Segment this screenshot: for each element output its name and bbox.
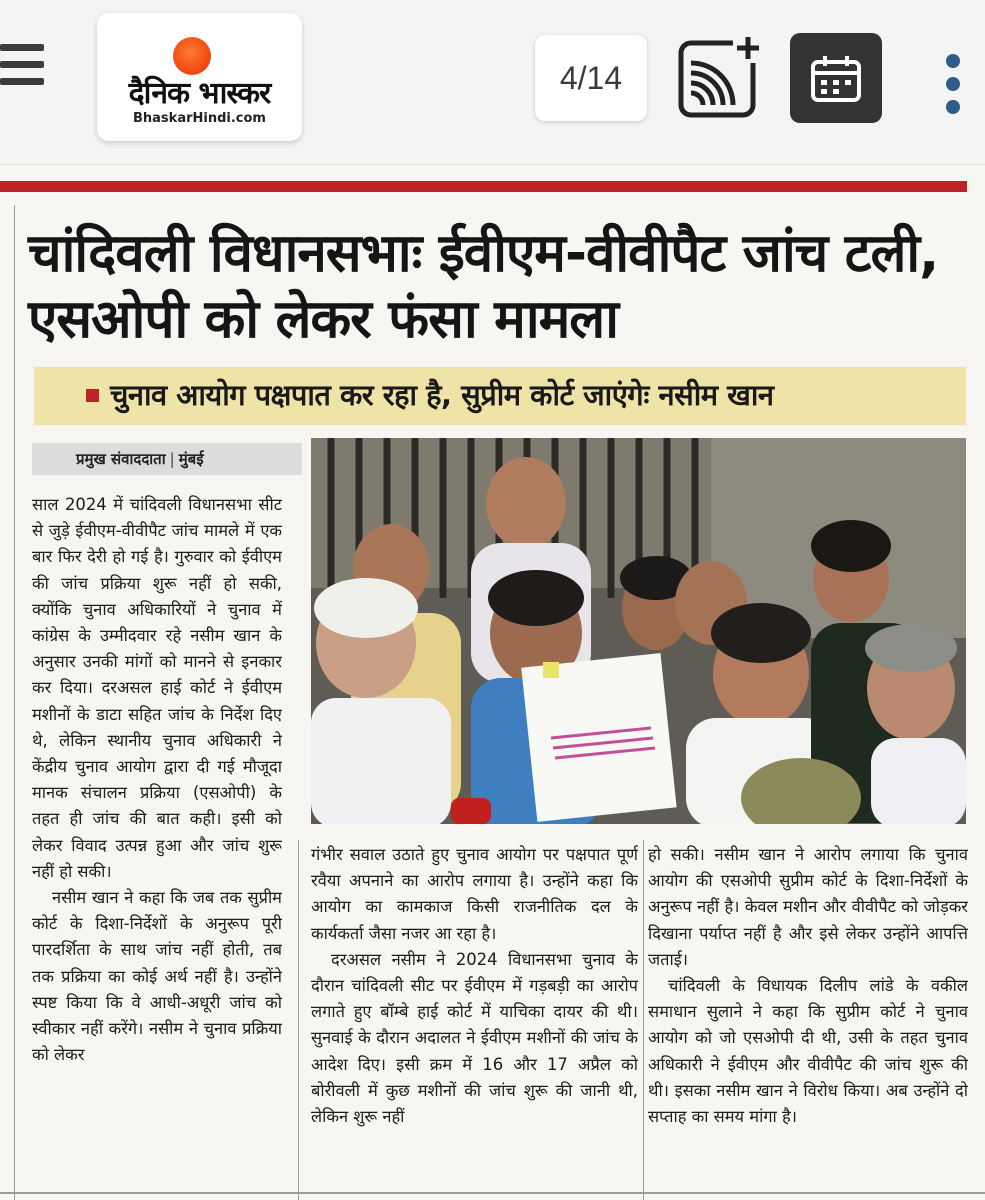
article-column-3	[648, 842, 968, 1182]
bottom-rule	[0, 1192, 985, 1194]
rss-add-icon[interactable]	[677, 33, 763, 119]
calendar-button[interactable]	[790, 33, 882, 123]
paragraph: साल 2024 में चांदिवली विधानसभा सीट से जुड़े ईवीएम-वीवीपैट जांच मामले में एक बार फिर देरी हो गई है। गुरुवार को ईवीएम की जांच प्रक्रिया शुरू नहीं हो सकी, क्योंकि चुनाव अधिकारियों ने चुनाव में कांग्रेस के उम्मीदवार रहे नसीम खान के अनुसार उनकी मांगों को मानने से इनकार कर दिया। दरअसल हाई कोर्ट ने ईवीएम मशीनों के डाटा सहित जांच के निर्देश दिए थे, लेकिन स्थानीय चुनाव अधिकारी ने केंद्रीय चुनाव आयोग द्वारा दी गई मौजूदा मानक संचालन प्रक्रिया (एसओपी) के तहत ही जांच की बात कही। इसी को लेकर विवाद उत्पन्न हुआ और जांच शुरू नहीं हो सकी।	[32, 495, 282, 881]
paragraph: गंभीर सवाल उठाते हुए चुनाव आयोग पर पक्षपात पूर्ण रवैया अपनाने का आरोप लगाया है। उन्होंने कहा कि आयोग का कामकाज किसी राजनीतिक दल के कार्यकर्ता जैसा नजर आ रहा है।	[311, 845, 638, 943]
byline-place: मुंबई	[178, 450, 204, 468]
left-column-rule	[14, 205, 15, 1200]
more-vertical-icon[interactable]	[940, 54, 966, 118]
byline-author: प्रमुख संवाददाता	[76, 450, 166, 468]
article-column-1	[32, 492, 282, 1192]
byline-separator: |	[169, 450, 175, 468]
app-bar	[0, 0, 985, 165]
page-counter[interactable]: 4/14	[535, 35, 647, 121]
subhead-box	[34, 367, 966, 425]
logo-name: दैनिक भास्कर	[128, 76, 271, 111]
article-column-2	[311, 842, 638, 1182]
column-rule	[298, 840, 299, 1200]
newspaper-clipping	[0, 165, 985, 1200]
byline	[32, 443, 302, 475]
calendar-icon	[810, 54, 862, 102]
paragraph: चांदिवली के विधायक दिलीप लांडे के वकील समाधान सुलाने ने कहा कि सुप्रीम कोर्ट ने चुनाव आयोग को जो एसओपी दी थी, उसी के तहत चुनाव अधिकारी ने ईवीएम और वीवीपैट की जांच शुरू की थी। इसका नसीम खान ने विरोध किया। अब उन्होंने दो सप्ताह का समय मांगा है।	[648, 976, 968, 1127]
header-red-rule	[0, 181, 967, 192]
subhead-bullet-icon	[86, 389, 99, 402]
paragraph: हो सकी। नसीम खान ने आरोप लगाया कि चुनाव आयोग की एसओपी सुप्रीम कोर्ट के दिशा-निर्देशों के अनुरूप नहीं है। केवल मशीन और वीवीपैट को जोड़कर दिखाना पर्याप्त नहीं है और इसे लेकर उन्होंने आपत्ति जताई।	[648, 845, 968, 969]
column-rule	[643, 840, 644, 1200]
hamburger-menu-icon[interactable]	[0, 44, 46, 94]
logo-sun-icon	[173, 37, 211, 75]
paragraph: दरअसल नसीम ने 2024 विधानसभा चुनाव के दौरान चांदिवली सीट पर ईवीएम में गड़बड़ी का आरोप लगाते हुए बॉम्बे हाई कोर्ट में याचिका दायर की थी। सुनवाई के दौरान अदालत ने ईवीएम मशीनों की जांच के आदेश दिए। इसी क्रम में 16 और 17 अप्रैल को बोरीवली में कुछ मशीनों की जांच शुरू की जानी थी, लेकिन शुरू नहीं	[311, 949, 638, 1127]
subhead: चुनाव आयोग पक्षपात कर रहा है, सुप्रीम कोर्ट जाएंगेः नसीम खान	[110, 378, 774, 412]
logo-url: BhaskarHindi.com	[133, 111, 266, 126]
logo[interactable]	[97, 13, 302, 141]
headline: चांदिवली विधानसभाः ईवीएम-वीवीपैट जांच टली, एसओपी को लेकर फंसा मामला	[28, 223, 939, 350]
paragraph: नसीम खान ने कहा कि जब तक सुप्रीम कोर्ट के दिशा-निर्देशों के अनुरूप पूरी पारदर्शिता के साथ जांच नहीं होती, तब तक प्रक्रिया का कोई अर्थ नहीं है। उन्होंने स्पष्ट किया कि वे आधी-अधूरी जांच को स्वीकार नहीं करेंगे। नसीम ने चुनाव प्रक्रिया को लेकर	[32, 888, 282, 1065]
news-photo[interactable]	[311, 438, 966, 824]
